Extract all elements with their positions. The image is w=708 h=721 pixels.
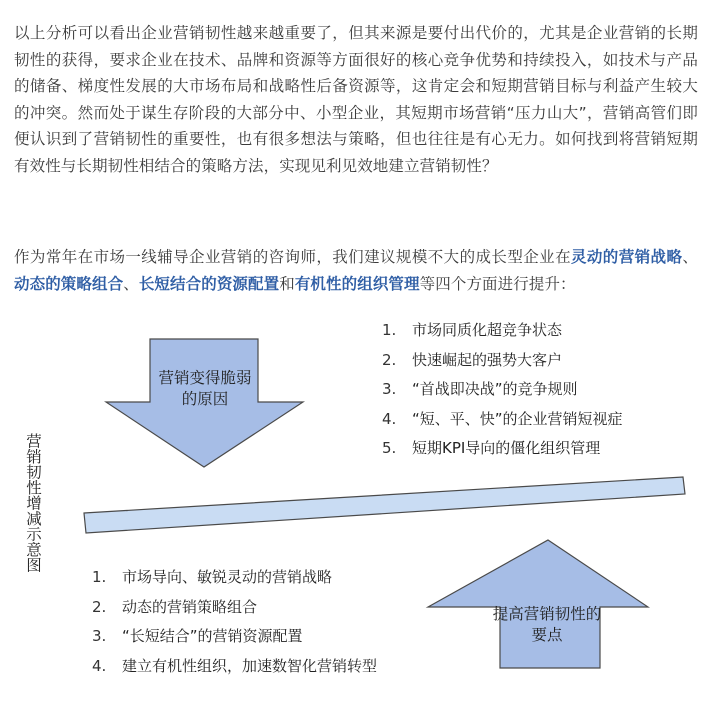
list-item-number: 1. [92,568,107,586]
highlight-strategy: 灵动的营销战略 [570,248,683,266]
resilience-points-list [92,563,377,681]
list-item-text: “长短结合”的营销资源配置 [122,627,303,645]
recommendation-outro: 等四个方面进行提升： [419,274,576,293]
list-item [382,405,623,435]
list-item-number: 5. [382,439,397,457]
down-arrow-label: 营销变得脆弱的原因 [158,369,252,408]
list-item-number: 4. [382,409,397,428]
list-item [92,593,377,623]
separator: 、 [123,274,139,293]
highlight-resources: 长短结合的资源配置 [138,274,280,293]
list-item [92,652,377,682]
highlight-organization: 有机性的组织管理 [294,274,420,293]
list-item [92,622,377,652]
recommendation-paragraph [14,244,698,297]
separator: 和 [279,274,295,293]
list-item-number: 2. [92,597,107,616]
list-item [382,316,623,346]
diagram-vertical-label: 营销韧性增减示意图 [24,433,42,573]
list-item [382,434,623,464]
highlight-tactics: 动态的策略组合 [14,274,124,293]
list-item [382,346,623,376]
list-item-number: 3. [382,380,397,398]
list-item-number: 1. [382,321,397,339]
intro-paragraph: 以上分析可以看出企业营销韧性越来越重要了，但其来源是要付出代价的，尤其是企业营销的长期韧性的获得，要求企业在技术、品牌和资源等方面很好的核心竞争优势和持续投入，如技术与产品的储备、梯度性发展的大市场布局和战略性后备资源等，这肯定会和短期营销目标与利益产生较大的冲突。然而处于谋生存阶段的大部分中、小型企业，其短期市场营销“压力山大”，营销高管们即便认识到了营销韧性的重要性，也有很多想法与策略，但也往往是有心无力。如何找到将营销短期有效性与长期韧性相结合的策略方法，实现见利见效地建立营销韧性？ [14,24,698,175]
list-item-text: 动态的营销策略组合 [122,597,258,616]
recommendation-intro: 作为常年在市场一线辅导企业营销的咨询师，我们建议规模不大的成长型企业在 [14,248,571,266]
list-item-text: 建立有机性组织，加速数智化营销转型 [122,656,378,675]
list-item-number: 3. [92,627,107,645]
list-item-text: 市场同质化超竞争状态 [412,321,563,339]
separator: 、 [682,248,698,266]
list-item-text: “短、平、快”的企业营销短视症 [412,409,623,428]
list-item-number: 4. [92,656,107,675]
list-item [92,563,377,593]
list-item-text: 市场导向、敏锐灵动的营销战略 [122,568,333,586]
balance-bar [84,477,685,533]
fragility-causes-list [382,316,623,464]
list-item-text: “首战即决战”的竞争规则 [412,380,578,398]
list-item-text: 快速崛起的强势大客户 [412,350,563,369]
up-arrow-label: 提高营销韧性的要点 [492,605,602,644]
list-item [382,375,623,405]
list-item-text: 短期KPI导向的僵化组织管理 [412,439,601,457]
list-item-number: 2. [382,350,397,369]
